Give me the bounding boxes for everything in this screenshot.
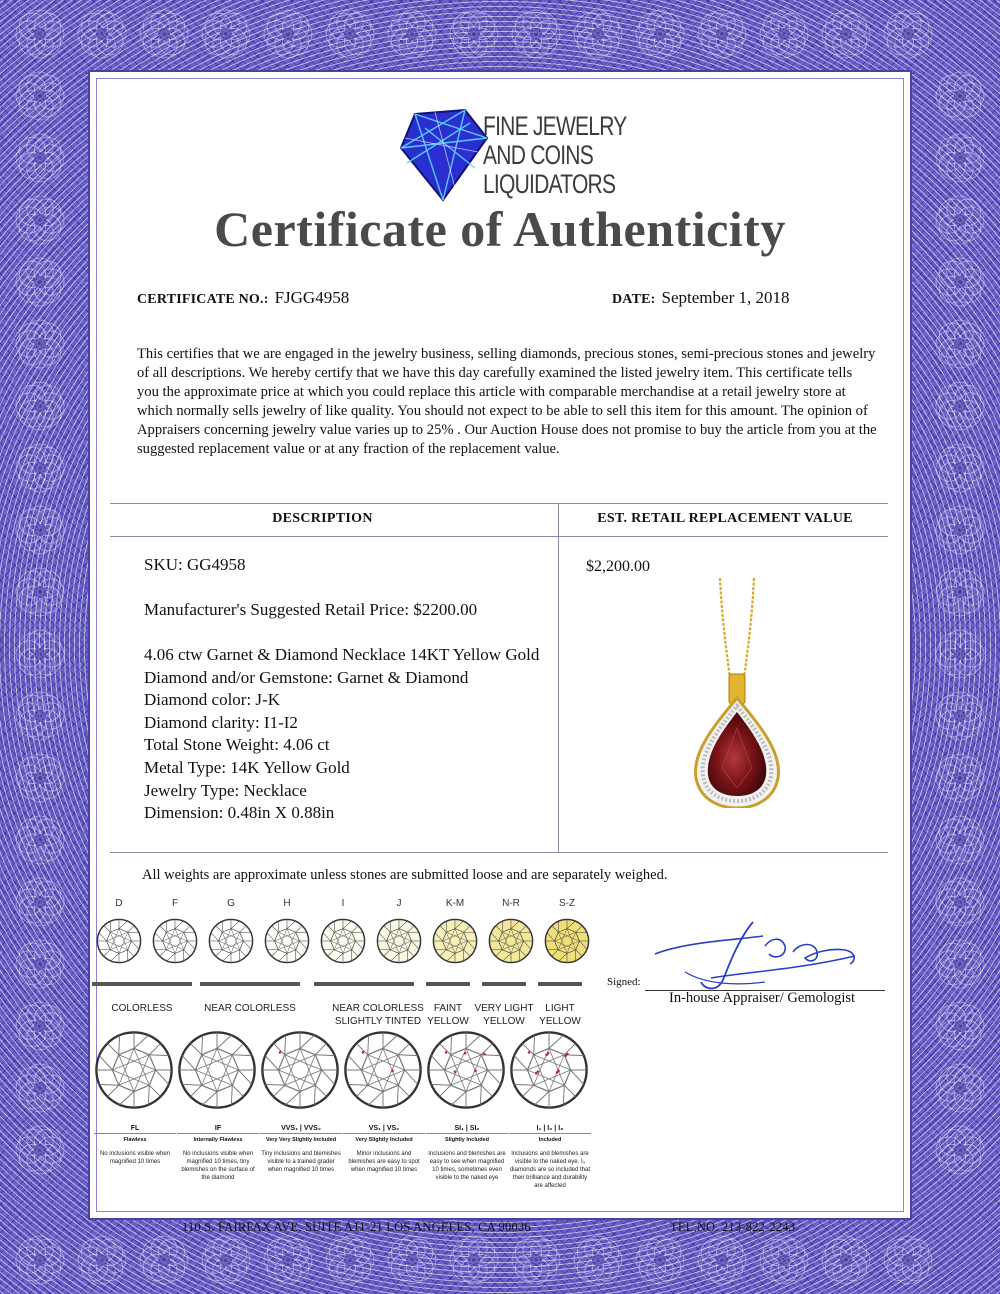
color-group-bar [482, 982, 526, 986]
spec-list [144, 644, 539, 825]
color-grade-diamond-icon [264, 918, 310, 964]
value-header: EST. RETAIL REPLACEMENT VALUE [597, 511, 853, 526]
table-column-divider [558, 503, 559, 853]
color-grade-diamond-icon [376, 918, 422, 964]
color-group-bar [92, 982, 192, 986]
gem-logo-icon [395, 108, 491, 204]
certificate-number-value: FJGG4958 [274, 288, 350, 307]
spec-item: Diamond color: J-K [144, 690, 280, 710]
color-grade-diamond-icon [152, 918, 198, 964]
certification-statement: This certifies that we are engaged in the jewelry business, selling diamonds, precious stones, semi-precious stones and jewelry of all descriptions. We hereby certify that we have this day carefully examined the listed jewelry item. This certificate tells you the approximate price at which you could replace this article with comparable merchandise at a retail jewelry store at which normally sells jewelry of like quality. You should not expect to be able to sell this item for this amount. The opinion of Appraisers concerning jewelry value varies up to 25% . Our Auction House does not promise to buy the article from you at the suggested replacement value or at any fraction of the replacement value. [137, 346, 877, 457]
signed-label: Signed: [607, 976, 641, 988]
color-group-bar [200, 982, 300, 986]
description-header: DESCRIPTION [272, 511, 373, 526]
color-grade-diamond-icon [320, 918, 366, 964]
color-group-label: FAINT YELLOW [427, 1003, 469, 1027]
color-group-bar [314, 982, 414, 986]
table-top-rule [110, 503, 888, 504]
clarity-grade-description: No inclusions visible when magnified 10 times [99, 1151, 171, 1165]
color-grade-diamond-icon [208, 918, 254, 964]
logo-line-1: FINE JEWELRY [483, 111, 627, 141]
footer-address: 110 S. FAIRFAX AVE. SUITE A11-21 LOS ANGELES, CA 90036 [182, 1220, 531, 1234]
logo-line-2: AND COINS [483, 140, 594, 170]
clarity-divider [426, 1133, 508, 1134]
clarity-divider [94, 1133, 176, 1134]
table-header-rule [110, 536, 888, 537]
certificate-number-label: CERTIFICATE NO.: [137, 292, 269, 307]
clarity-grade-description: Tiny inclusions and blemishes visible to a trained grader when magnified 10 times [261, 1151, 341, 1173]
clarity-grade-label: FL [130, 1125, 140, 1132]
date-label: DATE: [612, 292, 656, 307]
color-grade-label: S-Z [558, 898, 576, 909]
color-group-label: VERY LIGHT YELLOW [474, 1003, 534, 1027]
weights-disclaimer: All weights are approximate unless stones are submitted loose and are separately weighed. [142, 867, 668, 883]
spec-item: Diamond and/or Gemstone: Garnet & Diamond [144, 667, 469, 687]
table-bottom-rule [110, 852, 888, 853]
replacement-value: $2,200.00 [586, 558, 650, 575]
footer-phone: TEL.NO. 213-822-2243 [670, 1220, 796, 1234]
logo-wordmark [483, 111, 627, 199]
color-grade-label: G [227, 898, 235, 909]
clarity-grade-name: Included [538, 1137, 562, 1143]
color-group-label: COLORLESS [111, 1003, 173, 1014]
clarity-grade-name: Slightly Included [444, 1137, 489, 1143]
certificate-title: Certificate of Authenticity [214, 201, 786, 257]
sku-line: SKU: GG4958 [144, 555, 246, 574]
clarity-grade-diamond-icon [509, 1030, 589, 1110]
color-grade-diamond-icon [96, 918, 142, 964]
color-group-bar [426, 982, 470, 986]
color-grade-diamond-icon [488, 918, 534, 964]
clarity-divider [343, 1133, 425, 1134]
garnet-pendant-image [682, 578, 792, 808]
spec-item: Dimension: 0.48in X 0.88in [144, 803, 335, 823]
clarity-divider [509, 1133, 591, 1134]
certificate-date [612, 288, 789, 308]
appraiser-signature [645, 912, 875, 992]
clarity-grade-name: Very Slightly Included [355, 1137, 413, 1143]
msrp-line: Manufacturer's Suggested Retail Price: $2200.00 [144, 600, 478, 619]
color-grade-diamond-icon [544, 918, 590, 964]
clarity-grade-name: Internally Flawless [193, 1137, 243, 1143]
color-group-bar [538, 982, 582, 986]
clarity-grade-label: IF [214, 1125, 222, 1132]
clarity-grade-name: Flawless [123, 1137, 147, 1143]
clarity-grade-description: Inclusions and blemishes are easy to see when magnified 10 times, sometimes even visible to the naked eye [428, 1151, 506, 1181]
clarity-grade-diamond-icon [343, 1030, 423, 1110]
clarity-grade-label: VVS₁ | VVS₂ [281, 1125, 321, 1132]
spec-item: 4.06 ctw Garnet & Diamond Necklace 14KT Yellow Gold [144, 645, 540, 664]
clarity-grade-diamond-icon [94, 1030, 174, 1110]
color-grade-label: H [283, 898, 291, 909]
logo-line-3: LIQUIDATORS [483, 169, 616, 199]
clarity-divider [260, 1133, 342, 1134]
clarity-grade-diamond-icon [260, 1030, 340, 1110]
company-logo [395, 108, 635, 208]
color-grade-label: F [171, 898, 179, 909]
color-grade-label: D [115, 898, 123, 909]
color-grade-label: K-M [445, 898, 465, 909]
date-value: September 1, 2018 [661, 288, 790, 307]
spec-item: Total Stone Weight: 4.06 ct [144, 735, 330, 755]
certificate-number [137, 288, 349, 308]
clarity-grade-diamond-icon [177, 1030, 257, 1110]
clarity-grade-label: SI₁ | SI₂ [454, 1125, 480, 1132]
appraiser-title: In-house Appraiser/ Gemologist [669, 990, 856, 1006]
color-grade-diamond-icon [432, 918, 478, 964]
clarity-grade-name: Very Very Slightly Included [265, 1137, 337, 1143]
clarity-grade-diamond-icon [426, 1030, 506, 1110]
clarity-grade-description: Inclusions and blemishes are visible to the naked eye. I₃ diamonds are so included that their brilliance and durability are affected [509, 1151, 591, 1189]
spec-item: Jewelry Type: Necklace [144, 780, 307, 800]
spec-item: Diamond clarity: I1-I2 [144, 712, 298, 732]
clarity-grade-description: No inclusions visible when magnified 10 times, tiny blemishes on the surface of the diamond [181, 1151, 255, 1181]
color-grade-label: I [341, 898, 345, 909]
clarity-divider [177, 1133, 259, 1134]
diamond-clarity-scale [92, 1030, 602, 1220]
signature-block [605, 912, 895, 1012]
description-table [110, 503, 888, 853]
color-group-label: NEAR COLORLESS SLIGHTLY TINTED [332, 1003, 424, 1027]
clarity-grade-label: I₁ | I₂ | I₃ [536, 1125, 564, 1132]
color-grade-label: N-R [502, 898, 520, 909]
color-group-label: LIGHT YELLOW [539, 1003, 581, 1027]
color-grade-label: J [396, 898, 402, 909]
clarity-grade-description: Minor inclusions and blemishes are easy to spot when magnified 10 times [348, 1151, 420, 1173]
clarity-grade-label: VS₁ | VS₂ [368, 1125, 400, 1132]
color-group-label: NEAR COLORLESS [204, 1003, 296, 1014]
diamond-color-scale [92, 898, 592, 1038]
spec-item: Metal Type: 14K Yellow Gold [144, 757, 350, 777]
